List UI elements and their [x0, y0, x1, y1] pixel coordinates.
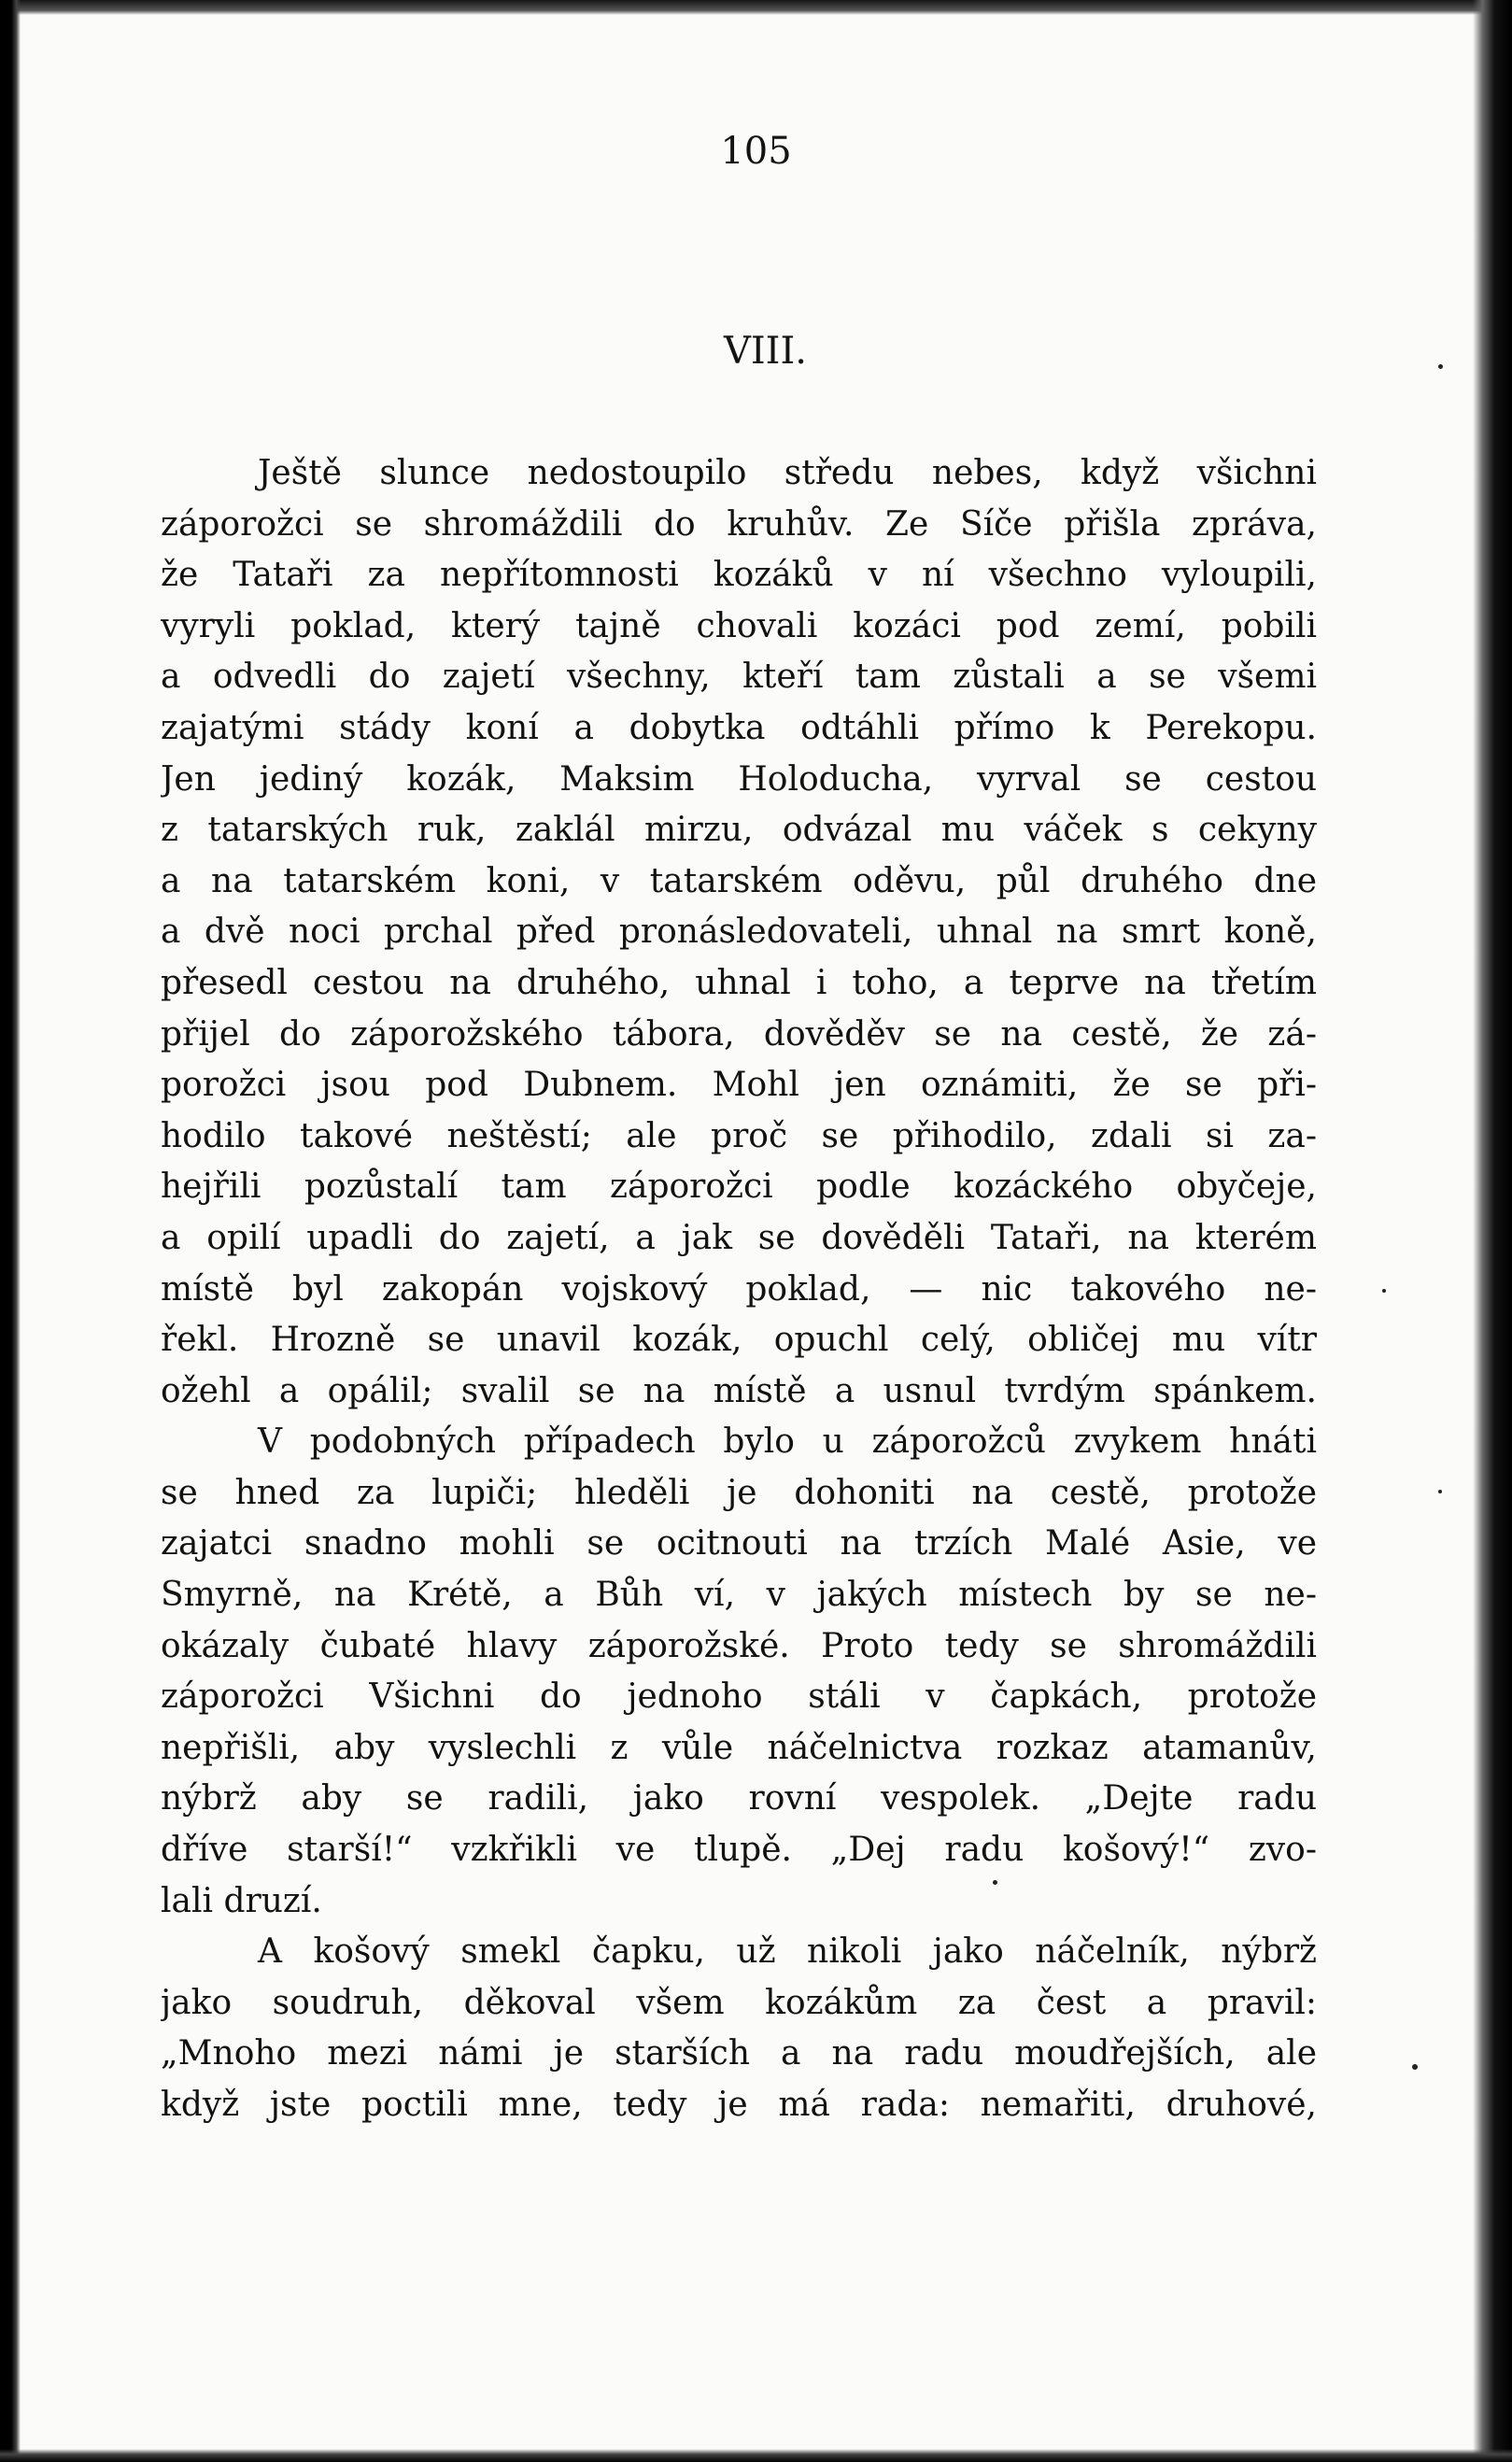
scan-speck: [1382, 1289, 1386, 1293]
text-line: porožci jsou pod Dubnem. Mohl jen oznámiti, že se při-: [161, 1066, 1317, 1105]
text-line: a dvě noci prchal před pronásledovateli, uhnal na smrt koně,: [161, 913, 1317, 952]
body-text: [161, 448, 1317, 2131]
text-line: okázaly čubaté hlavy záporožské. Proto tedy se shromáždili: [161, 1626, 1317, 1665]
scan-edge-bottom: [0, 2449, 1512, 2462]
text-line: A košový smekl čapku, už nikoli jako náčelník, nýbrž: [258, 1932, 1317, 1972]
text-line: když jste poctili mne, tedy je má rada: nemařiti, druhové,: [161, 2086, 1317, 2124]
text-line: hejřili pozůstalí tam záporožci podle kozáckého obyčeje,: [161, 1167, 1317, 1207]
text-line: hodilo takové neštěstí; ale proč se přihodilo, zdali si za-: [161, 1116, 1317, 1155]
text-line: Jen jediný kozák, Maksim Holoducha, vyrval se cestou: [161, 759, 1317, 799]
chapter-heading: VIII.: [723, 330, 807, 373]
text-line: záporožci se shromáždili do kruhův. Ze Síče přišla zpráva,: [161, 504, 1317, 544]
scan-speck: [1412, 2064, 1418, 2070]
text-line: „Mnoho mezi námi je starších a na radu moudřejších, ale: [161, 2034, 1317, 2073]
text-line: nýbrž aby se radili, jako rovní vespolek. „Dejte radu: [161, 1779, 1317, 1818]
text-line: a opilí upadli do zajetí, a jak se dověděli Tataři, na kterém: [161, 1218, 1317, 1257]
text-line: ožehl a opálil; svalil se na místě a usnul tvrdým spánkem.: [161, 1371, 1317, 1410]
text-line: řekl. Hrozně se unavil kozák, opuchl celý, obličej mu vítr: [161, 1321, 1317, 1360]
text-line: dříve starší!“ vzkřikli ve tlupě. „Dej radu košový!“ zvo-: [161, 1831, 1317, 1870]
text-line: záporožci Všichni do jednoho stáli v čapkách, protože: [161, 1677, 1317, 1717]
text-line: a na tatarském koni, v tatarském oděvu, půl druhého dne: [161, 861, 1317, 900]
text-line: že Tataři za nepřítomnosti kozáků v ní všechno vyloupili,: [161, 556, 1317, 595]
text-line: nepřišli, aby vyslechli z vůle náčelnictva rozkaz atamanův,: [161, 1728, 1317, 1767]
text-line: jako soudruh, děkoval všem kozákům za čest a pravil:: [161, 1983, 1317, 2022]
text-line: z tatarských ruk, zaklál mirzu, odvázal mu váček s cekyny: [161, 811, 1317, 850]
text-line: místě byl zakopán vojskový poklad, — nic takového ne-: [161, 1269, 1317, 1309]
text-line: V podobných případech bylo u záporožců zvykem hnáti: [258, 1422, 1317, 1462]
text-line: vyryli poklad, který tajně chovali kozáci pod zemí, pobili: [161, 606, 1317, 645]
scan-speck: [1438, 1490, 1442, 1493]
text-line: zajatými stády koní a dobytka odtáhli přímo k Perekopu.: [161, 708, 1317, 747]
text-line: Smyrně, na Krétě, a Bůh ví, v jakých místech by se ne-: [161, 1576, 1317, 1615]
text-line: se hned za lupiči; hleděli je dohoniti na cestě, protože: [161, 1473, 1317, 1512]
text-line: přesedl cestou na druhého, uhnal i toho, a teprve na třetím: [161, 963, 1317, 1002]
page-number: 105: [720, 130, 792, 173]
text-line: a odvedli do zajetí všechny, kteří tam zůstali a se všemi: [161, 658, 1317, 697]
text-line: zajatci snadno mohli se ocitnouti na trzích Malé Asie, ve: [161, 1524, 1317, 1564]
scan-edge-top: [0, 0, 1512, 15]
text-line: lali druzí.: [161, 1881, 322, 1920]
text-line: přijel do záporožského tábora, dověděv se na cestě, že zá-: [161, 1014, 1317, 1054]
text-line: Ještě slunce nedostoupilo středu nebes, když všichni: [258, 454, 1317, 492]
